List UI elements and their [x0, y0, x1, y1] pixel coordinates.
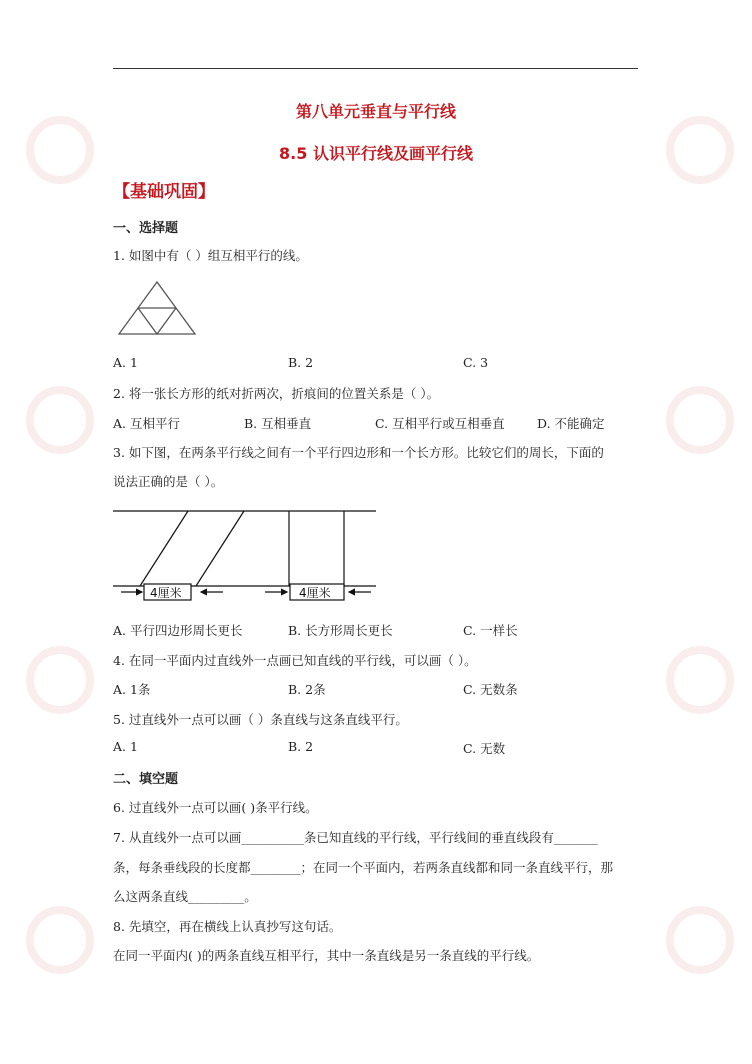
q7-text-line2: 条，每条垂线段的长度都________；在同一个平面内，若两条直线都和同一条直线平行，那 — [113, 860, 614, 875]
watermark-logo-icon — [660, 380, 740, 460]
header-rule — [113, 68, 638, 69]
q3-option-a[interactable]: A. 平行四边形周长更长 — [113, 623, 243, 638]
triangle-figure — [117, 280, 197, 336]
q2-option-d[interactable]: D. 不能确定 — [537, 416, 605, 431]
q6-text: 6. 过直线外一点可以画( )条平行线。 — [113, 800, 318, 815]
parallel-lines-figure — [113, 505, 378, 605]
q8-text-line1: 8. 先填空，再在横线上认真抄写这句话。 — [113, 919, 342, 934]
part1-heading: 一、选择题 — [113, 221, 179, 236]
watermark-logo-icon — [660, 110, 740, 190]
q2-option-b[interactable]: B. 互相垂直 — [244, 416, 312, 431]
watermark-logo-icon — [660, 640, 740, 720]
q5-text: 5. 过直线外一点可以画（ ）条直线与这条直线平行。 — [113, 712, 408, 727]
q4-option-a[interactable]: A. 1条 — [113, 682, 151, 697]
q4-option-b[interactable]: B. 2条 — [288, 682, 326, 697]
q3-text-line1: 3. 如下图，在两条平行线之间有一个平行四边形和一个长方形。比较它们的周长，下面的 — [113, 445, 604, 460]
watermark-logo-icon — [20, 900, 100, 980]
q4-text: 4. 在同一平面内过直线外一点画已知直线的平行线，可以画（ ）。 — [113, 653, 477, 668]
q2-option-c[interactable]: C. 互相平行或互相垂直 — [375, 416, 505, 431]
q4-option-c[interactable]: C. 无数条 — [463, 682, 518, 697]
q5-option-a[interactable]: A. 1 — [113, 739, 138, 754]
q7-text-line3: 么这两条直线_________。 — [113, 889, 257, 904]
q1-text: 1. 如图中有（ ）组互相平行的线。 — [113, 248, 308, 263]
part2-heading: 二、填空题 — [113, 772, 179, 787]
q7-text-line1: 7. 从直线外一点可以画__________条已知直线的平行线，平行线间的垂直线段有_______ — [113, 830, 598, 845]
q1-option-a[interactable]: A. 1 — [113, 355, 138, 370]
q5-option-b[interactable]: B. 2 — [288, 739, 314, 754]
watermark-logo-icon — [20, 380, 100, 460]
section-label: 【基础巩固】 — [113, 182, 215, 202]
q3-option-b[interactable]: B. 长方形周长更长 — [288, 623, 393, 638]
q3-option-c[interactable]: C. 一样长 — [463, 623, 518, 638]
q2-option-a[interactable]: A. 互相平行 — [113, 416, 180, 431]
watermark-logo-icon — [20, 640, 100, 720]
watermark-logo-icon — [660, 900, 740, 980]
label-right: 4厘米 — [299, 586, 331, 600]
label-left: 4厘米 — [150, 586, 182, 600]
q8-text-line2: 在同一平面内( )的两条直线互相平行，其中一条直线是另一条直线的平行线。 — [113, 948, 540, 963]
lesson-title: 8.5 认识平行线及画平行线 — [279, 144, 473, 163]
q1-option-b[interactable]: B. 2 — [288, 355, 314, 370]
q3-text-line2: 说法正确的是（ ）。 — [113, 474, 224, 489]
watermark-logo-icon — [20, 110, 100, 190]
q1-option-c[interactable]: C. 3 — [463, 355, 489, 370]
unit-title: 第八单元垂直与平行线 — [295, 102, 456, 121]
q2-text: 2. 将一张长方形的纸对折两次，折痕间的位置关系是（ ）。 — [113, 386, 440, 401]
q5-option-c[interactable]: C. 无数 — [463, 741, 506, 756]
